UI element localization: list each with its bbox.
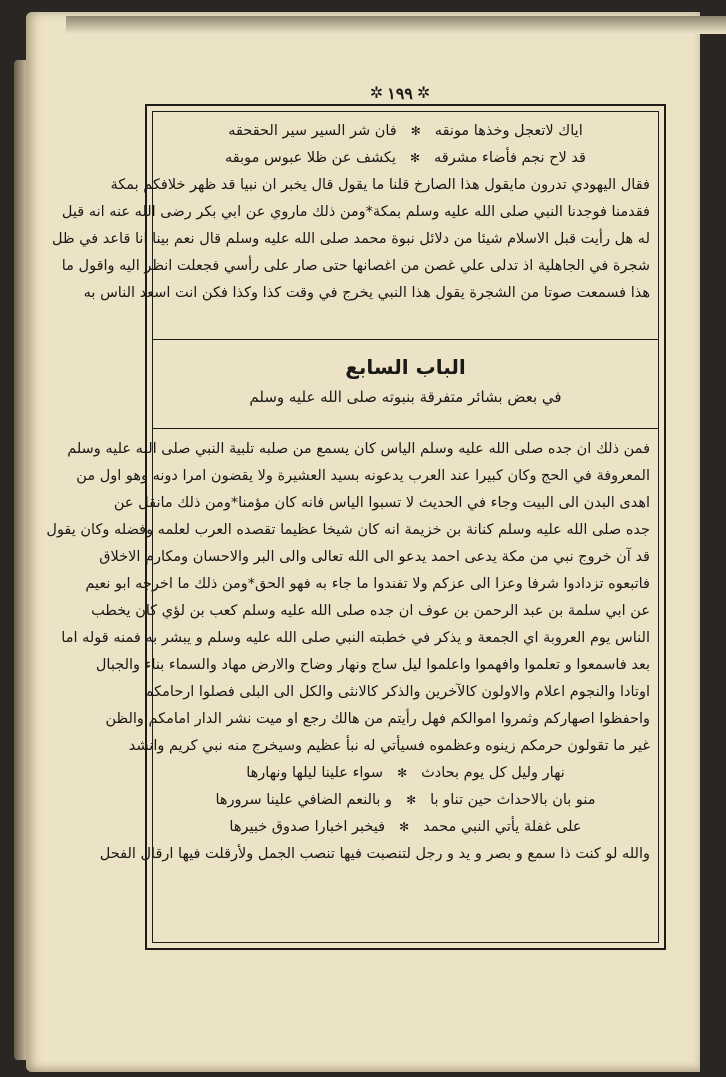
verse-separator: ✻: [406, 793, 417, 807]
text-line: شجرة في الجاهلية اذ تدلى علي غصن من اغصانها حتى صار على رأسي فجعلت انظر اليه واقول ما: [61, 258, 650, 274]
text-line: واحفظوا اصهاركم وثمروا اموالكم فهل رأيتم من هالك رجع او ميت نشر الدار امامكم والظن: [105, 711, 650, 727]
verse-line: [161, 814, 650, 841]
chapter-body: [46, 436, 650, 868]
ornament-icon: ✲: [416, 83, 431, 102]
hemistich-right: نهار وليل كل يوم بحادث: [421, 765, 565, 781]
hemistich-right: قد لاح نجم فأضاء مشرقه: [434, 150, 586, 166]
hemistich-right: اياك لاتعجل وخذها مونقه: [434, 123, 583, 139]
hemistich-left: فيخبر اخبارا صدوق خبيرها: [229, 819, 386, 835]
hemistich-right: على غفلة يأتي النبي محمد: [423, 819, 582, 835]
verse-line: [161, 787, 650, 814]
text-line: بعد فاسمعوا و تعلموا وافهموا واعلموا ليل ساج ونهار وضاح والارض مهاد والسماء بناء والجبال: [95, 657, 650, 673]
verse-separator: ✻: [397, 766, 408, 780]
section-divider: [153, 339, 658, 340]
text-frame: [46, 104, 666, 950]
ornament-icon: ✲: [369, 83, 384, 102]
text-line: فقدمنا فوجدنا النبي صلى الله عليه وسلم بمكة*ومن ذلك ماروي عن ابي بكر رضى الله عنه انه قيل: [61, 204, 650, 220]
text-line: عن ابي سلمة بن عبد الرحمن بن عوف ان جده صلى الله عليه وسلم كعب بن لؤي كان يخطب: [91, 603, 650, 619]
page-header: [360, 80, 440, 106]
verse-separator: ✻: [409, 151, 421, 165]
text-line: اوتادا والنجوم اعلام والاولون كالآخرين والذكر كالانثى والكل الى البلى فصلوا ارحامكم: [144, 684, 650, 700]
page-number: ١٩٩: [387, 83, 413, 103]
text-line: فقال اليهودي تدرون مايقول هذا الصارخ قلنا ما يقول قال يخبر ان نبيا قد ظهر خلافكم بمكة: [110, 177, 650, 193]
hemistich-left: فان شر السير سير الحقحقه: [228, 123, 397, 139]
hemistich-left: سواء علينا ليلها ونهارها: [246, 765, 384, 781]
text-line: فاتبعوه تزدادوا شرفا وعزا الى عزكم ولا تفندوا ما جاء به فهو الحق*ومن ذلك ما اخرجه ابو نعيم: [85, 576, 650, 592]
chapter-subtitle: في بعض بشائر متفرقة بنبوته صلى الله عليه وسلم: [249, 388, 562, 406]
text-line: جده صلى الله عليه وسلم كنانة بن خزيمة انه كان شيخا عظيما تقصده العرب لعلمه وفضله وكان يقول: [46, 522, 650, 538]
verse-line: [161, 118, 650, 145]
page-top-shadow: [66, 16, 726, 34]
intro-section: [52, 118, 650, 307]
verse-separator: ✻: [410, 124, 421, 138]
verse-separator: ✻: [399, 820, 410, 834]
chapter-title: الباب السابع: [345, 355, 466, 379]
text-line: قد آن خروج نبي من مكة يدعى احمد يدعو الى الله تعالى والى البر والاحسان ومكارم الاخلاق: [99, 549, 650, 565]
verse-line: [161, 145, 650, 172]
chapter-heading: [147, 352, 664, 412]
text-line: غير ما تقولون حرمكم زينوه وعظموه فسيأتي له نبأ عظيم وسيخرج منه نبي كريم وانشد: [128, 738, 650, 754]
hemistich-left: يكشف عن ظلا عبوس موبقه: [225, 150, 396, 166]
text-line: اهدى البدن الى البيت وجاء في الحديث لا تسبوا الياس فانه كان مؤمنا*ومن ذلك مانقل عن: [113, 495, 650, 511]
hemistich-left: و بالنعم الضافي علينا سرورها: [215, 792, 393, 808]
section-divider: [153, 428, 658, 429]
hemistich-right: منو بان بالاحداث حين تناو با: [430, 792, 596, 808]
text-line: له هل رأيت قبل الاسلام شيئا من دلائل نبوة محمد صلى الله عليه وسلم قال نعم بينا انا قاعد في ظل: [52, 231, 650, 247]
verse-line: [161, 760, 650, 787]
text-line: هذا فسمعت صوتا من الشجرة يقول هذا النبي يخرج في وقت كذا وكذا فكن انت اسعد الناس به: [83, 285, 650, 301]
text-line: الناس يوم العروبة اي الجمعة و يذكر في خطبته النبي صلى الله عليه وسلم و يبشر به فمنه قوله اما: [61, 630, 650, 646]
text-line: والله لو كنت ذا سمع و بصر و يد و رجل لتنصبت فيها تنصب الجمل ولأرقلت فيها ارقال الفحل: [99, 846, 650, 862]
text-line: المعروفة في الحج وكان كبيرا عند العرب يدعونه بسيد العشيرة ولا يقضون امرا دونه وهو اول من: [76, 468, 650, 484]
text-line: فمن ذلك ان جده صلى الله عليه وسلم الياس كان يسمع من صلبه تلبية النبي صلى الله عليه وسلم: [67, 441, 650, 457]
